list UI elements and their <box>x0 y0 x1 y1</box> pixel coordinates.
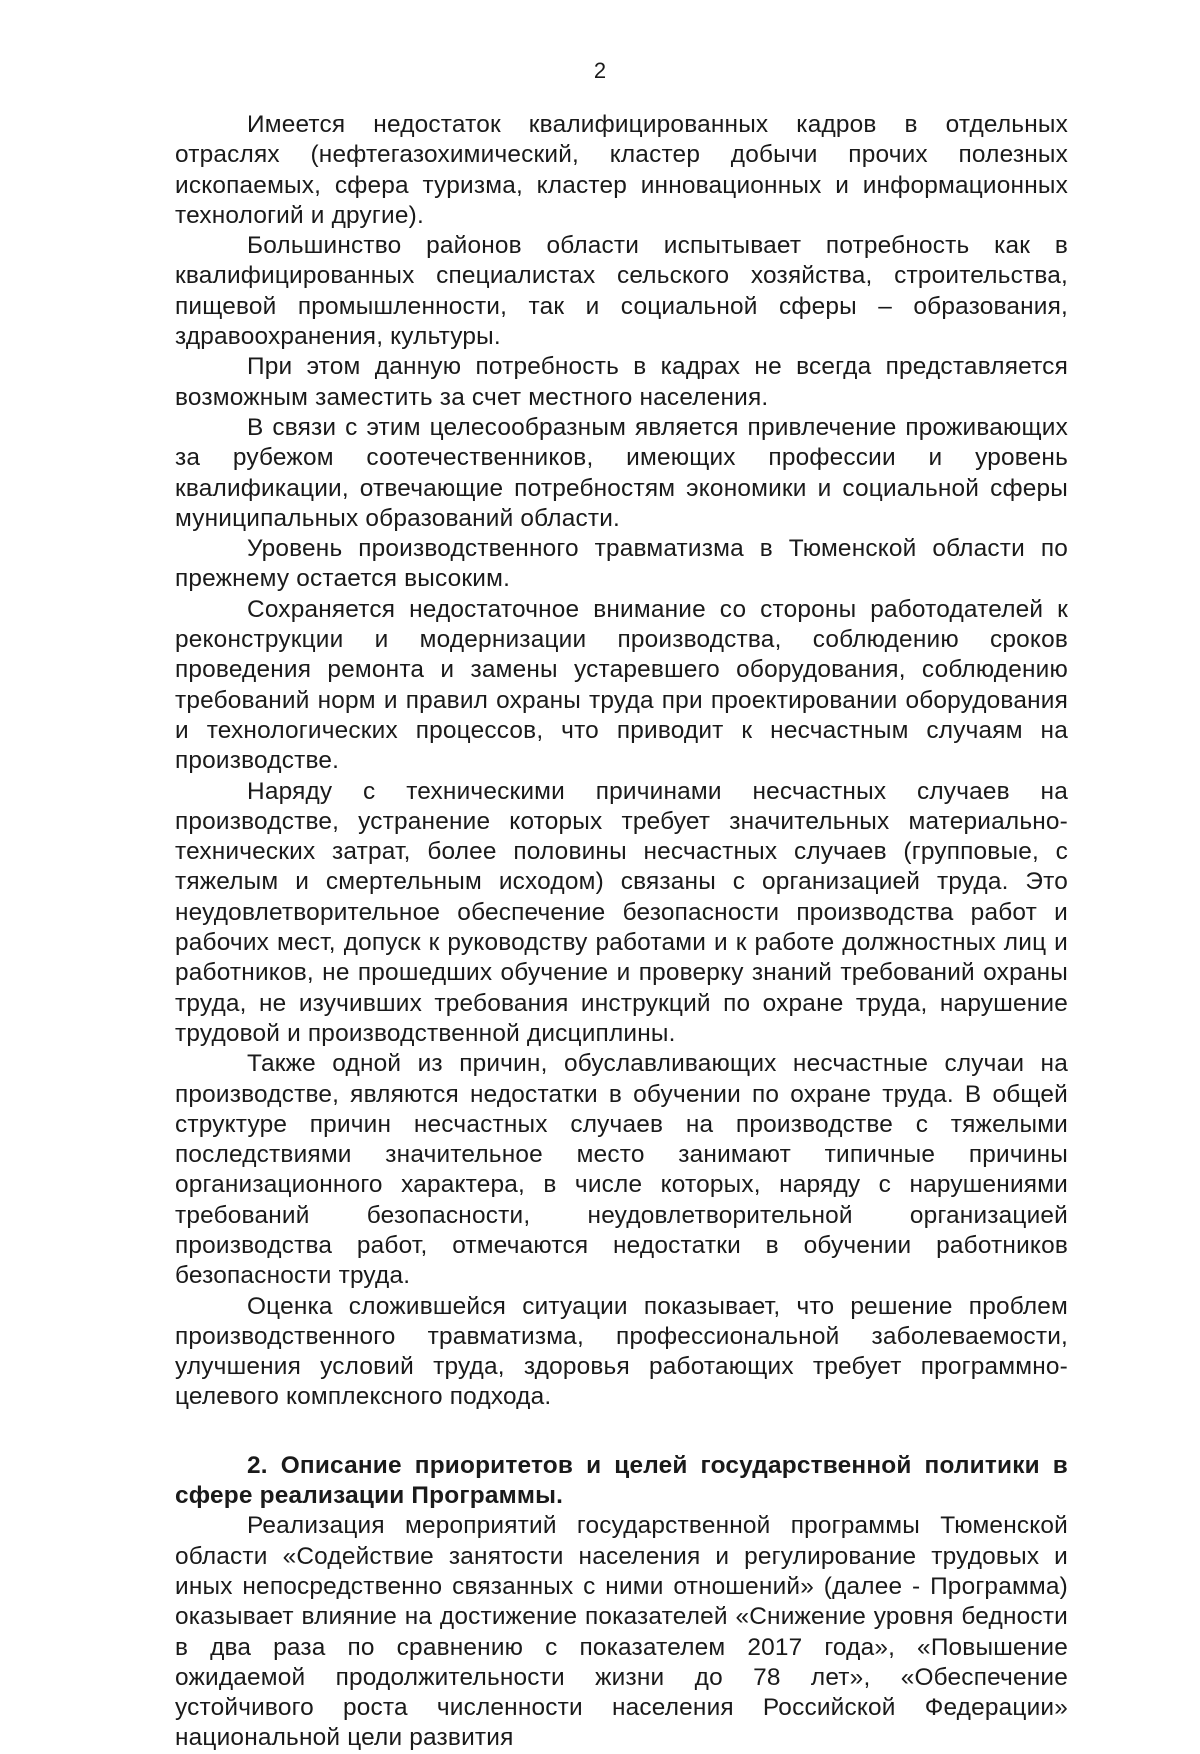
paragraph-compatriots: В связи с этим целесообразным является привлечение проживающих за рубежом соотечественников, имеющих профессии и уровень квалификации, отвечающие потребностям экономики и социальной сферы муниципальных образований области. <box>175 413 1068 532</box>
paragraph-assessment: Оценка сложившейся ситуации показывает, что решение проблем производственного травматизма, профессиональной заболеваемости, улучшения условий труда, здоровья работающих требует программно-целевого комплексного подхода. <box>175 1292 1068 1411</box>
paragraph-technical-causes: Наряду с техническими причинами несчастных случаев на производстве, устранение которых требует значительных материально-технических затрат, более половины несчастных случаев (групповые, с тяжелым и смертельным исходом) связаны с организацией труда. Это неудовлетворительное обеспечение безопасности производства работ и рабочих мест, допуск к руководству работами и к работе должностных лиц и работников, не прошедших обучение и проверку знаний требований охраны труда, не изучивших требования инструкций по охране труда, нарушение трудовой и производственной дисциплины. <box>175 777 1068 1047</box>
paragraph-skills-shortage: Имеется недостаток квалифицированных кадров в отдельных отраслях (нефтегазохимический, кластер добычи прочих полезных ископаемых, сфера туризма, кластер инновационных и информационных технологий и другие). <box>175 111 1068 229</box>
section-heading: 2. Описание приоритетов и целей государственной политики в сфере реализации Программы. <box>175 1451 1068 1510</box>
page-number: 2 <box>593 58 607 83</box>
paragraph-employers-attention: Сохраняется недостаточное внимание со стороны работодателей к реконструкции и модернизации производства, соблюдению сроков проведения ремонта и замены устаревшего оборудования, соблюдению требований норм и правил охраны труда при проектировании оборудования и технологических процессов, что приводит к несчастным случаям на производстве. <box>175 595 1068 775</box>
document-body <box>175 110 1068 1754</box>
paragraph-training-shortcomings: Также одной из причин, обуславливающих несчастные случаи на производстве, являются недостатки в обучении по охране труда. В общей структуре причин несчастных случаев на производстве с тяжелыми последствиями значительное место занимают типичные причины организационного характера, в числе которых, наряду с нарушениями требований безопасности, неудовлетворительной организацией производства работ, отмечаются недостатки в обучении работников безопасности труда. <box>175 1050 1068 1290</box>
paragraph-local-population: При этом данную потребность в кадрах не всегда представляется возможным заместить за счет местного населения. <box>175 353 1068 411</box>
paragraph-injury-level: Уровень производственного травматизма в Тюменской области по прежнему остается высоким. <box>175 535 1068 593</box>
paragraph-program-implementation: Реализация мероприятий государственной программы Тюменской области «Содействие занятости населения и регулирование трудовых и иных непосредственно связанных с ними отношений» (далее - Программа) оказывает влияние на достижение показателей «Снижение уровня бедности в два раза по сравнению с показателем 2017 года», «Повышение ожидаемой продолжительности жизни до 78 лет», «Обеспечение устойчивого роста численности населения Российской Федерации» национальной цели развития <box>175 1512 1068 1752</box>
paragraph-districts-demand: Большинство районов области испытывает потребность как в квалифицированных специалистах сельского хозяйства, строительства, пищевой промышленности, так и социальной сферы – образования, здравоохранения, культуры. <box>175 232 1068 351</box>
